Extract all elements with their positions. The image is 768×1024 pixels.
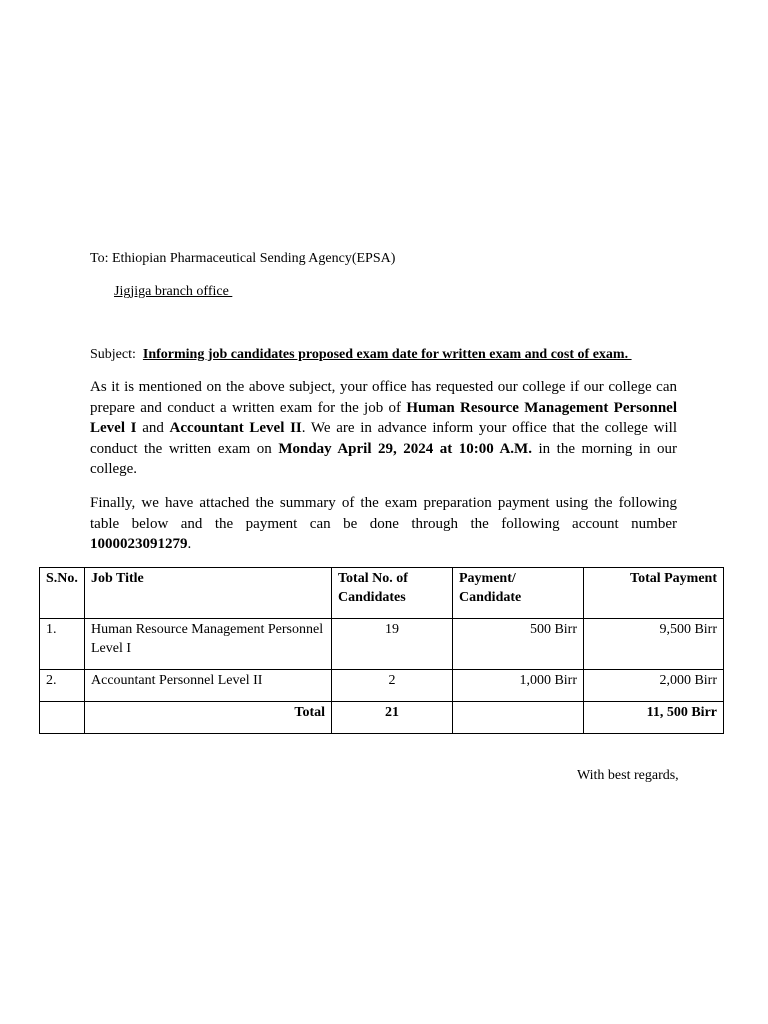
subject-label: Subject:	[90, 347, 143, 362]
exam-payment-table	[39, 567, 724, 734]
total-candidates: 21	[332, 702, 453, 734]
cell-payment: 500 Birr	[453, 619, 584, 670]
table-header-row	[40, 568, 724, 619]
body-paragraph-1	[90, 377, 677, 480]
account-number: 1000023091279	[90, 536, 188, 552]
total-payment: 11, 500 Birr	[584, 702, 724, 734]
table-row	[40, 670, 724, 702]
para1-text-2: and	[136, 420, 170, 436]
para1-job-accountant: Accountant Level II	[169, 420, 302, 436]
para1-job-hr: Human Resource Management Personnel Level I	[90, 399, 677, 436]
cell-payment: 1,000 Birr	[453, 670, 584, 702]
closing-regards: With best regards,	[577, 768, 679, 783]
table-row	[40, 619, 724, 670]
para1-text-4: in the morning in our college.	[90, 440, 677, 477]
para1-text-1: As it is mentioned on the above subject, your office has requested our college if our college can prepare and conduct a written exam for the job of	[90, 379, 677, 416]
branch-office-line: Jigjiga branch office	[114, 284, 233, 299]
cell-sno: 1.	[40, 619, 85, 670]
total-label: Total	[85, 702, 332, 734]
cell-total: 9,500 Birr	[584, 619, 724, 670]
cell-candidates: 19	[332, 619, 453, 670]
cell-total: 2,000 Birr	[584, 670, 724, 702]
cell-job-title: Accountant Personnel Level II	[85, 670, 332, 702]
subject-line	[90, 346, 632, 364]
cell-empty	[40, 702, 85, 734]
table-total-row	[40, 702, 724, 734]
cell-sno: 2.	[40, 670, 85, 702]
header-payment-per-candidate: Payment/ Candidate	[453, 568, 584, 619]
para1-text-3: . We are in advance inform your office that the college will conduct the written exam on	[90, 420, 677, 457]
para1-exam-date: Monday April 29, 2024 at 10:00 A.M.	[278, 440, 532, 457]
cell-candidates: 2	[332, 670, 453, 702]
header-sno: S.No.	[40, 568, 85, 619]
cell-job-title: Human Resource Management Personnel Level I	[85, 619, 332, 670]
header-total-payment: Total Payment	[584, 568, 724, 619]
cell-empty	[453, 702, 584, 734]
header-job-title: Job Title	[85, 568, 332, 619]
para2-text-1: Finally, we have attached the summary of the exam preparation payment using the following table below and the payment can be done through the following account number	[90, 495, 677, 532]
header-total-candidates: Total No. of Candidates	[332, 568, 453, 619]
body-paragraph-2	[90, 493, 677, 555]
para2-text-2: .	[187, 536, 192, 552]
subject-text: Informing job candidates proposed exam date for written exam and cost of exam.	[142, 347, 632, 362]
recipient-line: To: Ethiopian Pharmaceutical Sending Agency(EPSA)	[90, 251, 396, 266]
